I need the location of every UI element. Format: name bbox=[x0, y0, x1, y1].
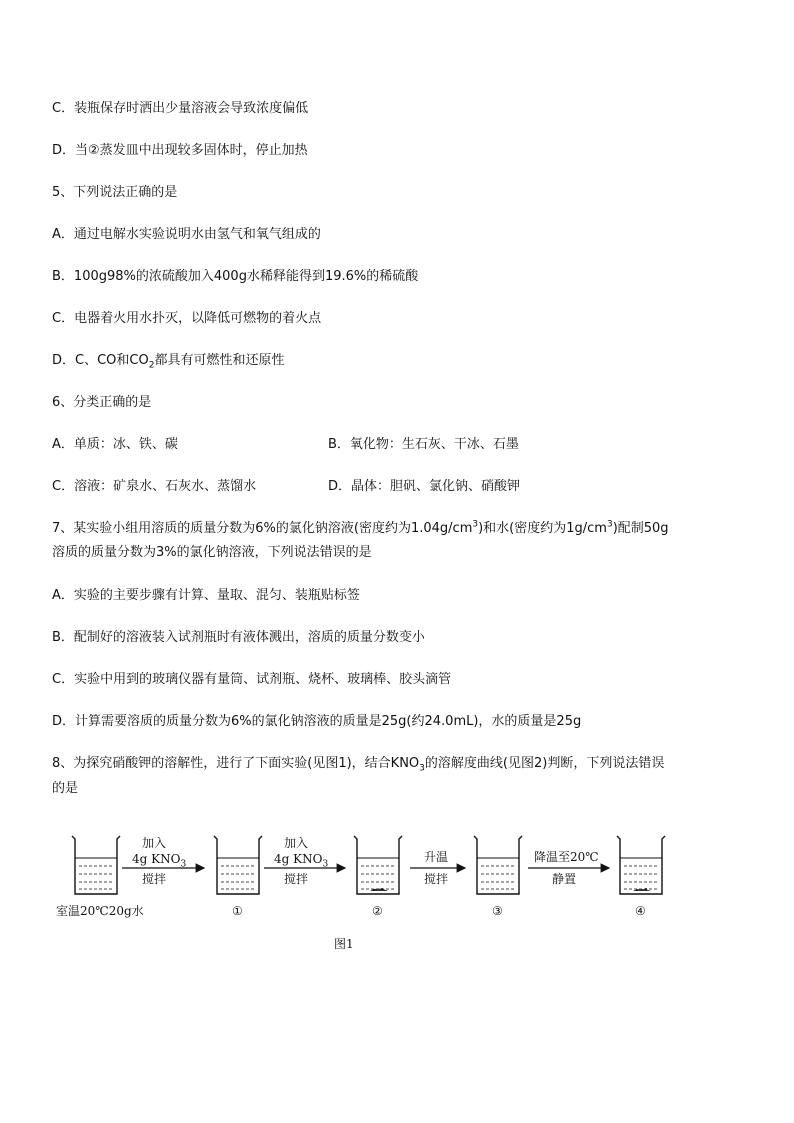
crystals-4 bbox=[633, 888, 651, 891]
q5d-text-2: 都具有可燃性和还原性 bbox=[154, 353, 285, 368]
q6-option-d: D．晶体：胆矾、氯化钠、硝酸钾 bbox=[328, 479, 521, 494]
q7-text-1: 7、某实验小组用溶质的质量分数为6%的氯化钠溶液(密度约为1.04g/cm bbox=[52, 521, 473, 536]
beaker-2 bbox=[354, 836, 402, 894]
q8-subscript: 3 bbox=[419, 763, 425, 774]
q4-option-c: C．装瓶保存时洒出少量溶液会导致浓度偏低 bbox=[52, 101, 309, 116]
arrow1-formula: 4g KNO bbox=[132, 852, 181, 866]
arrow1-bottom-label: 搅拌 bbox=[142, 872, 167, 886]
q4-option-d: D．当②蒸发皿中出现较多固体时，停止加热 bbox=[52, 143, 308, 158]
beaker-start bbox=[72, 836, 120, 894]
q5-option-c: C．电器着火用水扑灭，以降低可燃物的着火点 bbox=[52, 311, 322, 326]
q7-option-a: A．实验的主要步骤有计算、量取、混匀、装瓶贴标签 bbox=[52, 588, 360, 603]
arrow4-top-label: 降温至20℃ bbox=[534, 850, 599, 864]
q7-stem-line2: 溶质的质量分数为3%的氯化钠溶液，下列说法错误的是 bbox=[52, 545, 372, 560]
arrow2-bottom-label: 搅拌 bbox=[284, 872, 309, 886]
beaker-1 bbox=[214, 836, 262, 894]
beaker-4-label: ④ bbox=[635, 904, 646, 918]
arrow4-bottom-label: 静置 bbox=[552, 872, 577, 886]
q7-option-c: C．实验中用到的玻璃仪器有量筒、试剂瓶、烧杯、玻璃棒、胶头滴管 bbox=[52, 672, 452, 687]
q5-option-d bbox=[52, 352, 284, 370]
q6-option-b: B．氧化物：生石灰、干冰、石墨 bbox=[328, 437, 519, 452]
q8-text-1: 8、为探究硝酸钾的溶解性，进行了下面实验(见图1)，结合KNO bbox=[52, 756, 420, 771]
arrow1-subscript: 3 bbox=[180, 859, 187, 870]
beaker-4 bbox=[617, 836, 665, 894]
q8-text-2: 的溶解度曲线(见图2)判断，下列说法错误 bbox=[424, 756, 665, 771]
arrow3-top-label: 升温 bbox=[424, 850, 449, 864]
q5d-subscript: 2 bbox=[148, 360, 155, 371]
q7-text-2: )和水(密度约为1g/cm bbox=[478, 521, 607, 536]
arrow2-top-label: 加入 bbox=[284, 836, 309, 850]
arrow1-top-label: 加入 bbox=[142, 836, 167, 850]
arrow3-bottom-label: 搅拌 bbox=[424, 872, 449, 886]
arrow2-formula: 4g KNO bbox=[274, 852, 323, 866]
beaker-2-label: ② bbox=[372, 904, 383, 918]
q7-sup-1: 3 bbox=[472, 519, 479, 530]
beaker-3-label: ③ bbox=[492, 904, 503, 918]
experiment-figure bbox=[52, 826, 712, 956]
q7-sup-2: 3 bbox=[606, 519, 613, 530]
q6-option-c: C．溶液：矿泉水、石灰水、蒸馏水 bbox=[52, 479, 257, 494]
q5-stem: 5、下列说法正确的是 bbox=[52, 185, 178, 200]
q8-stem-line2: 的是 bbox=[52, 781, 79, 796]
beaker-1-label: ① bbox=[232, 904, 243, 918]
q6-option-a: A．单质：冰、铁、碳 bbox=[52, 437, 178, 452]
arrow1-mid-label bbox=[132, 852, 187, 870]
q7-text-3: )配制50g bbox=[612, 521, 669, 536]
beaker-3 bbox=[474, 836, 522, 894]
q5-option-a: A．通过电解水实验说明水由氢气和氧气组成的 bbox=[52, 227, 321, 242]
q5d-text-1: D．C、CO和CO bbox=[52, 353, 149, 368]
q7-option-d: D．计算需要溶质的质量分数为6%的氯化钠溶液的质量是25g(约24.0mL)，水的质量是25g bbox=[52, 714, 582, 729]
undissolved-solid-2 bbox=[370, 888, 388, 891]
start-beaker-label: 室温20℃20g水 bbox=[56, 904, 144, 918]
q6-stem: 6、分类正确的是 bbox=[52, 395, 152, 410]
q5-option-b: B．100g98%的浓硫酸加入400g水稀释能得到19.6%的稀硫酸 bbox=[52, 269, 419, 284]
q7-option-b: B．配制好的溶液装入试剂瓶时有液体溅出，溶质的质量分数变小 bbox=[52, 630, 425, 645]
q8-stem-line1 bbox=[52, 755, 664, 773]
arrow2-mid-label bbox=[274, 852, 329, 870]
figure-caption: 图1 bbox=[334, 937, 354, 951]
q7-stem-line1 bbox=[52, 520, 669, 538]
arrow2-subscript: 3 bbox=[322, 859, 329, 870]
